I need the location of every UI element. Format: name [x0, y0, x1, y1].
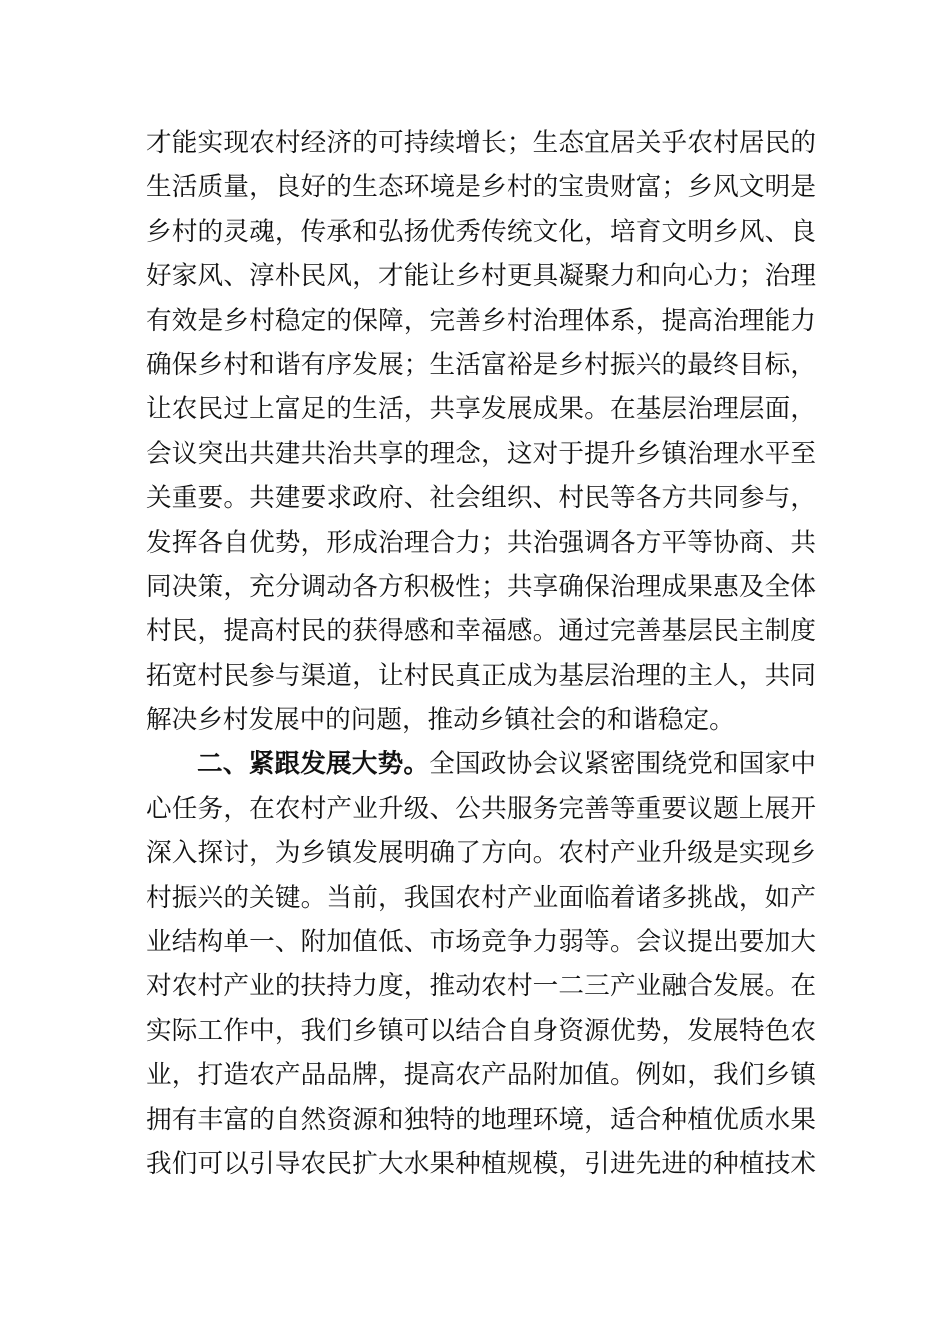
- text-line: 心任务，在农村产业升级、公共服务完善等重要议题上展开: [146, 793, 816, 824]
- text-line: 有效是乡村稳定的保障，完善乡村治理体系，提高治理能力: [146, 305, 816, 336]
- text-line: 拥有丰富的自然资源和独特的地理环境，适合种植优质水果: [146, 1104, 816, 1135]
- text-line: 村民，提高村民的获得感和幸福感。通过完善基层民主制度: [146, 616, 816, 647]
- text-line: 好家风、淳朴民风，才能让乡村更具凝聚力和向心力；治理: [146, 261, 816, 292]
- text-line: 深入探讨，为乡镇发展明确了方向。农村产业升级是实现乡: [146, 838, 816, 869]
- text-line: 业结构单一、附加值低、市场竞争力弱等。会议提出要加大: [146, 927, 816, 958]
- text-line: 同决策，充分调动各方积极性；共享确保治理成果惠及全体: [146, 571, 816, 602]
- text-line: 会议突出共建共治共享的理念，这对于提升乡镇治理水平至: [146, 438, 816, 469]
- body-text: [146, 121, 816, 1186]
- section-heading: 二、紧跟发展大势。: [197, 749, 430, 780]
- paragraph-1: [146, 121, 816, 742]
- text-line: 对农村产业的扶持力度，推动农村一二三产业融合发展。在: [146, 971, 816, 1002]
- text-line: 我们可以引导农民扩大水果种植规模，引进先进的种植技术: [146, 1148, 816, 1179]
- text-line: 业，打造农产品品牌，提高农产品附加值。例如，我们乡镇: [146, 1060, 816, 1091]
- text-line: 发挥各自优势，形成治理合力；共治强调各方平等协商、共: [146, 527, 816, 558]
- text-line: 确保乡村和谐有序发展；生活富裕是乡村振兴的最终目标，: [146, 349, 816, 380]
- text-line-rest: 全国政协会议紧密围绕党和国家中: [429, 749, 816, 780]
- text-line: 才能实现农村经济的可持续增长；生态宜居关乎农村居民的: [146, 128, 816, 158]
- text-line: 村振兴的关键。当前，我国农村产业面临着诸多挑战，如产: [146, 882, 816, 913]
- text-line: 实际工作中，我们乡镇可以结合自身资源优势，发展特色农: [146, 1015, 816, 1046]
- paragraph-2: [146, 742, 816, 1186]
- text-line: 生活质量，良好的生态环境是乡村的宝贵财富；乡风文明是: [146, 172, 816, 203]
- text-line: 拓宽村民参与渠道，让村民真正成为基层治理的主人，共同: [146, 660, 816, 691]
- text-line: 解决乡村发展中的问题，推动乡镇社会的和谐稳定。: [146, 705, 735, 736]
- text-line-first: [146, 742, 816, 786]
- text-line: 关重要。共建要求政府、社会组织、村民等各方共同参与，: [146, 483, 816, 514]
- text-line: 让农民过上富足的生活，共享发展成果。在基层治理层面，: [146, 394, 816, 425]
- text-line: 乡村的灵魂，传承和弘扬优秀传统文化，培育文明乡风、良: [146, 216, 816, 247]
